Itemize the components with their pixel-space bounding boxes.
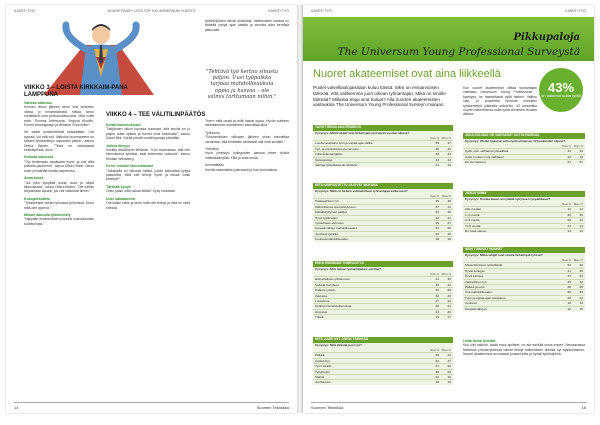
- row-value: 15: [447, 380, 451, 385]
- row-value: 33: [447, 293, 451, 298]
- row-label: Hyvä esimies: [465, 274, 484, 279]
- survey-table: [463, 247, 585, 311]
- row-value: 30: [579, 290, 583, 295]
- row-value: 12: [567, 306, 571, 311]
- column-header: Mies %: [573, 144, 583, 149]
- running-head-left: ILMIÖT/ TYÖ: [311, 9, 332, 13]
- column-header: Nais %: [562, 258, 571, 263]
- row-value: 56: [435, 141, 439, 146]
- row-label: Työn ja vapaa-ajan tasapaino: [465, 295, 506, 300]
- row-label: Työsuhteen varmuus: [315, 221, 344, 226]
- row-value: 30: [435, 293, 439, 298]
- subheading: Tärkeää kysyä: [106, 184, 131, 189]
- row-value: 10: [579, 154, 583, 159]
- table-row: [313, 231, 453, 236]
- row-value: 57: [579, 160, 583, 165]
- bottom-text-block: [463, 339, 585, 357]
- row-value: 14: [579, 223, 583, 228]
- page-number: 14: [14, 405, 19, 410]
- table-row: [463, 284, 585, 289]
- table-row: [463, 154, 585, 159]
- row-label: Joustavuus: [315, 380, 331, 385]
- table-title: NÄIN TOIMIVAT NUORET: [463, 247, 585, 253]
- subheading: Milloin aamulla työskentely: [24, 212, 71, 217]
- row-value: 38: [435, 146, 439, 151]
- table-title: JÄÄDÄ KIINNI: [463, 191, 585, 197]
- row-value: 22: [447, 157, 451, 162]
- column-header: Nais %: [430, 136, 439, 141]
- pull-quote: "Tehtävä työ kertoo sinusta paljon. Uusi työpaikka tarjoaa mahdollisuuksia oppia ja kasvaa – ole valmis tarttumaan niihin.": [206, 69, 279, 100]
- row-label: Hyvät kollegat: [465, 268, 485, 273]
- table-row: [313, 314, 453, 319]
- paragraph: "Jokaisella on viikossa hetkiä, jolloin kannattaa kysyä palautetta. Mitä olet tehnyt hyvin ja missä voisit kehittyä?": [106, 168, 190, 182]
- table-question: Kysymys: Kuinka kauan aiot jäädä nykyiseen työpaikkaasi?: [465, 196, 551, 201]
- row-label: Palaute työstä: [315, 288, 335, 293]
- row-value: 25: [567, 295, 571, 300]
- table-row: [313, 236, 453, 241]
- row-label: Esimerkillinen johtaminen: [315, 277, 351, 282]
- table-row: [313, 225, 453, 230]
- side-text: Kun nuoret akateemiset viittaa työnantajan valintaan Universum Young Professional -kyselyyn, he haasteltavat kyllä hetken. Valtion vain 14 prosenttia nuorista mieluiten työskentelyä julkisella sektorilla. 43 prosenttia nuoren hakeneensa uutta työtä viimeisen vuoden aikana.: [463, 86, 537, 117]
- table-row: [463, 148, 585, 153]
- table-row: [313, 293, 453, 298]
- row-label: Urakehitys: [315, 358, 330, 363]
- table-row: [313, 303, 453, 308]
- row-value: 36: [579, 285, 583, 290]
- bottom-body: Kun olet tutkinut, lisätä muut ajoitteet, ne ala merkitä sinua ennen. Seuraavassa tärkeissä ymmärryksessä haluat tietoja tutkimuksen ollessa nyt ajankohtainen. Nuoret akateemiset arvostavat joustavuutta ja hyvää työilmapiiriä.: [463, 343, 585, 357]
- subheading: Kerää kokemuksiasi: [106, 123, 141, 127]
- table-title: MITÄ KERROSTETTU JA EIVÄT MUKANA: [313, 183, 453, 189]
- table-row: [313, 215, 453, 220]
- row-label: En ole hakenut: [465, 160, 486, 165]
- table-row: [313, 151, 453, 156]
- subheading: Valoisa vaikutus: [24, 101, 52, 105]
- row-label: Tulla asiantuntijaksi: [315, 152, 342, 157]
- row-value: 27: [447, 221, 451, 226]
- subheading: Työnkuva: [205, 130, 220, 135]
- survey-table: [313, 337, 453, 385]
- table-question: Kysymys: Mitä haluat työnantajaltasi odottaa?: [315, 266, 382, 271]
- row-value: 48: [447, 199, 451, 204]
- row-value: 47: [447, 141, 451, 146]
- row-value: 23: [447, 369, 451, 374]
- row-label: Arvostus: [315, 309, 328, 314]
- right-page: [303, 5, 594, 413]
- row-value: 24: [447, 299, 451, 304]
- row-value: 20: [435, 231, 439, 236]
- row-value: 41: [567, 268, 571, 273]
- row-label: Verkostoitua: [315, 157, 333, 162]
- column-header: Nais %: [562, 202, 571, 207]
- paragraph: "Opi tuntemaan asiakkaita hyvin, ja voit niitä palvella paremmin", sanoo Eileen Wein. Sinun tulee ymmärtää heidän tarpeensa.: [24, 159, 94, 173]
- row-value: 40: [447, 210, 451, 215]
- row-label: Ura-mahdollisuudet: [465, 290, 492, 295]
- row-value: 32: [579, 279, 583, 284]
- table-row: [463, 159, 585, 164]
- table-title: JOKA KOLMAS ON VAIHTANUT UUTTA PAIKKAA: [463, 133, 585, 139]
- week4-heading: VIIKKO 4 – TEE VÄLITILINPÄÄTÖS: [106, 112, 206, 118]
- column-header: Nais %: [430, 272, 439, 277]
- row-value: 22: [435, 375, 439, 380]
- row-value: 41: [435, 277, 439, 282]
- row-value: 18: [435, 380, 439, 385]
- row-value: 28: [447, 288, 451, 293]
- row-label: Kyllä, olen vaihtanut työpaikkaa: [465, 149, 509, 154]
- column-header: Mies %: [441, 194, 451, 199]
- row-value: 19: [447, 375, 451, 380]
- column-header: Mies %: [573, 202, 583, 207]
- row-value: 12: [567, 154, 571, 159]
- table-row: [463, 223, 585, 228]
- row-value: 25: [435, 304, 439, 309]
- table-row: [313, 358, 453, 363]
- row-label: 3–5 vuotta: [465, 218, 480, 223]
- subheading: Julkea ilkeyys: [106, 143, 131, 148]
- row-value: 35: [435, 282, 439, 287]
- row-value: 12: [579, 207, 583, 212]
- row-label: Mielenkiintoiset työtehtävät: [465, 263, 503, 268]
- table-question: Kysymys: Oletko hakenut uutta työtä viimeisen 12 kuukauden aikana?: [465, 138, 566, 143]
- row-value: 19: [435, 315, 439, 320]
- paragraph: He kaikki työskentelivät seisaaltaan. Ura syyssä. Voi että voit. Vaikutus huomaamme on seisten työskentelyn nopeuden päiviä – sanoo Debra Baxter, "Tiheä ne vahvistavat keskittymistä, aivot...": [24, 130, 94, 153]
- row-value: 14: [567, 207, 571, 212]
- row-label: Vastuuta: [315, 293, 327, 298]
- publication-name: Suomen Tekniikka: [311, 405, 344, 410]
- publication-name: Suomen Tekniikka: [256, 405, 289, 410]
- row-label: Yli 5 vuotta: [465, 223, 481, 228]
- table-question: Kysymys: Mitkä tekijät ovat sinulle tärkeimpiä työssä?: [465, 252, 543, 257]
- table-row: [313, 352, 453, 357]
- survey-table: [463, 191, 585, 233]
- row-value: 42: [447, 146, 451, 151]
- row-label: Selkeät tavoitteet: [315, 282, 339, 287]
- article-lead: Puolet valvelliaolojaisitaan kuluu töissä. Siksi on ensiarvioisen tärkeää, että valitsemme juuri oikean työnantajan. Mikä on sinulle tärkeää? Millaisia etuja sinä haluat? Alla nuorten akateemisten vastauksia The Universum Young Professional Surveyn mukaan.: [313, 85, 446, 108]
- table-row: [463, 273, 585, 278]
- running-head: [311, 9, 586, 16]
- row-value: 33: [579, 149, 583, 154]
- bottom-subheading: Lisää tietoa työstäsi: [463, 339, 496, 343]
- paragraph: Ota kaikki esille ja kerro mitä olet tehnyt ja mitä on vielä edessä.: [106, 201, 190, 210]
- row-label: Vastuullinen työ: [465, 279, 487, 284]
- subheading: Yhteistyö: [205, 147, 219, 152]
- table-row: [463, 262, 585, 267]
- running-head-right: ILMIÖT/ TYÖ: [565, 9, 586, 13]
- column-header: Nais %: [562, 144, 571, 149]
- table-question: Kysymys: Mitä tärkeää juuri nyt?: [315, 342, 362, 347]
- paragraph: Kolmen viikon jälkeen sinun olisi kuitenkin oltava jo ensimmäisellä mittaa sinun merkittävä oma persoonallisuutesi. Mitä voisit esim. Thomas Jeffersonin, Virginia Woolfin, Ernest Hemingwayn ja Winston Churchillin?: [24, 105, 94, 128]
- table-row: [463, 212, 585, 217]
- running-head-right: ILMIÖT/ TYÖ: [268, 9, 289, 13]
- page-footer: [311, 402, 586, 410]
- row-value: 54: [567, 263, 571, 268]
- row-value: 28: [567, 285, 571, 290]
- row-value: 29: [447, 364, 451, 369]
- row-value: 18: [447, 231, 451, 236]
- table-row: [313, 204, 453, 209]
- row-label: Joustava työaika: [315, 231, 339, 236]
- row-value: 57: [567, 160, 571, 165]
- subheading: Uusi näköalueesi: [106, 196, 136, 201]
- week3-heading: VIIKKO 3 – LOISTA KIRKKAIM-PANA LAMPPUNA: [24, 85, 128, 98]
- paragraph: Keskity tärkeimpiin tehtäviin. "Kun huomataan, että olet kiinnostunut työstäsi, saat enemmän vastuuta", sanoo Kristian Wessberg.: [106, 148, 190, 161]
- table-row: [313, 363, 453, 368]
- paragraph: Hyvä yhteistyö kollegoiden kanssa tekee työstä mielekkäämpää. Kiitä ja auta muita.: [205, 151, 289, 160]
- row-value: 16: [447, 237, 451, 242]
- table-row: [313, 209, 453, 214]
- row-value: 42: [435, 215, 439, 220]
- subheading: Ammattitaito: [205, 163, 224, 168]
- survey-table: [463, 133, 585, 165]
- row-value: 16: [567, 301, 571, 306]
- row-value: 30: [567, 279, 571, 284]
- row-value: 37: [435, 204, 439, 209]
- row-value: 22: [579, 295, 583, 300]
- row-label: Alle vuoden: [465, 207, 482, 212]
- row-value: 26: [567, 290, 571, 295]
- banner-subtitle: The Universum Young Professional Surveystä: [337, 46, 580, 58]
- left-page: [6, 5, 297, 413]
- row-value: 28: [435, 369, 439, 374]
- row-value: 33: [435, 210, 439, 215]
- row-label: Työ- ja ura-asioissa eteneminen: [315, 146, 359, 151]
- survey-table: [313, 261, 453, 320]
- row-value: 18: [435, 237, 439, 242]
- table-question: Kysymys: Mitkä tekijät ovat tärkeimpiä seuraavan vuoden aikana?: [315, 130, 410, 135]
- table-row: [463, 289, 585, 294]
- table-row: [463, 268, 585, 273]
- row-value: 20: [447, 309, 451, 314]
- subheading: Kokopiirkuttelu: [24, 196, 51, 201]
- table-row: [463, 300, 585, 305]
- table-row: [463, 295, 585, 300]
- left-column-3-intro: työntekijöiden selvisi otsikoista. Vaatimusten kanssa on tärkeää pysyä ajan tasalla ja seurata alan trendejä jatkuvasti.: [205, 19, 289, 32]
- column-header: Mies %: [441, 348, 451, 353]
- survey-table: [313, 125, 453, 167]
- row-label: Tukea: [315, 315, 324, 320]
- row-label: Koulutus: [465, 301, 478, 306]
- page-number: 15: [581, 405, 586, 410]
- table-title: MITÄ JUURI NYT ONKIN TÄRKEÄÄ: [313, 337, 453, 343]
- table-row: [313, 162, 453, 167]
- table-row: [313, 198, 453, 203]
- row-value: 41: [447, 204, 451, 209]
- row-value: 38: [435, 353, 439, 358]
- table-question: Kysymys: Mikä on tärkein valintakriteeri työnantajaa valitessasi?: [315, 188, 408, 193]
- running-head: [14, 9, 289, 16]
- row-value: 21: [447, 304, 451, 309]
- table-row: [463, 228, 585, 233]
- paragraph: Kehitä osaamistasi jatkuvasti ja hae koulutuksia.: [205, 167, 278, 172]
- row-label: Vaihtaa työpaikkaa tai tehtäviä: [315, 163, 357, 168]
- column-header: Mies %: [441, 272, 451, 277]
- row-value: 13: [579, 229, 583, 234]
- row-value: 22: [435, 226, 439, 231]
- row-value: 24: [435, 157, 439, 162]
- row-value: 33: [579, 274, 583, 279]
- paragraph: "Ensimmäisten viikkojen jälkeen sinun kannattaa varmistaa, että tehtäväsi vastaavat sitä mitä sovittiin.": [205, 135, 289, 144]
- row-value: 15: [579, 306, 583, 311]
- table-title: EHKÄ ENEMMÄN TOIMIVUUTTA: [313, 261, 453, 267]
- row-value: 28: [567, 218, 571, 223]
- row-label: Luoda tasapaino työn ja vapaa-ajan välille: [315, 141, 373, 146]
- row-label: En osaa sanoa: [465, 229, 486, 234]
- left-column-2: [106, 123, 190, 393]
- table-row: [313, 309, 453, 314]
- row-value: 32: [567, 212, 571, 217]
- row-label: Kansainväliset mahdollisuudet: [315, 226, 357, 231]
- article-headline: Nuoret akateemiset ovat aina liikkeellä: [313, 68, 501, 80]
- row-label: Kansainvälisyys: [465, 306, 488, 311]
- running-head-left: ILMIÖT/ TYÖ: [14, 9, 35, 13]
- row-label: Haasteellinen työ: [315, 199, 339, 204]
- row-value: 27: [435, 299, 439, 304]
- table-row: [313, 282, 453, 287]
- table-row: [463, 217, 585, 222]
- row-value: 30: [579, 212, 583, 217]
- paragraph: Onko jotain mitä haluat tietää? Kysy rohkeasti.: [106, 189, 176, 194]
- row-value: 14: [579, 301, 583, 306]
- paragraph: "Jos joku kysyttää sinua, auta ja näytä kiinnostusta", sanoo Debra Baxter. "Ole valmis tarjoamaan apuasi, jos voit vaikuttaa tiimiin.": [24, 180, 94, 194]
- row-value: 19: [447, 163, 451, 168]
- row-value: 12: [567, 223, 571, 228]
- badge-caption: on hakenut uutta työtä: [541, 93, 581, 99]
- left-column-1: [24, 101, 94, 391]
- table-row: [313, 276, 453, 281]
- row-label: Mahdollisuus ura-kehitykseen: [315, 204, 356, 209]
- row-value: 31: [567, 149, 571, 154]
- row-label: Kehittymismahdollisuuksia: [315, 304, 352, 309]
- row-label: Hyvä työilmapiiri: [315, 215, 338, 220]
- row-value: 49: [579, 263, 583, 268]
- row-label: Palkka: [315, 353, 325, 358]
- row-label: Kyllä, mutta en ole vaihtanut: [465, 154, 504, 159]
- column-header: Nais %: [430, 348, 439, 353]
- row-value: 29: [435, 221, 439, 226]
- table-row: [313, 146, 453, 151]
- row-value: 21: [435, 163, 439, 168]
- survey-table: [313, 183, 453, 242]
- running-head-center: NOUSE PÄÄSY LISTA TOP 100 UNIVERSUM-YLEISTÖ: [107, 9, 196, 13]
- subheading: Kerro minulle kiinnostavasi: [106, 164, 153, 169]
- table-row: [463, 306, 585, 311]
- row-label: Kilpailukykyinen palkka: [315, 210, 347, 215]
- row-value: 34: [447, 282, 451, 287]
- row-value: 37: [567, 274, 571, 279]
- table-row: [313, 287, 453, 292]
- row-label: 1–2 vuotta: [465, 212, 480, 217]
- table-row: [313, 379, 453, 384]
- column-header: Mies %: [573, 258, 583, 263]
- table-row: [313, 220, 453, 225]
- column-header: Mies %: [441, 136, 451, 141]
- paragraph: "Kerro mitä osaat ja mitä haluat oppia. Hyvän suhteen rakentaminen esimieheen kannattaa aina.": [205, 119, 289, 128]
- row-value: 23: [435, 309, 439, 314]
- row-label: Sijainti: [315, 375, 325, 380]
- banner-title: Pikkupaloja: [513, 32, 580, 43]
- row-label: Palkka ja edut: [465, 285, 485, 290]
- row-value: 31: [579, 218, 583, 223]
- subheading: Huiluna saisussa: [24, 155, 54, 160]
- row-value: 36: [447, 277, 451, 282]
- row-label: Työyhteisö: [315, 369, 330, 374]
- row-value: 34: [435, 358, 439, 363]
- table-row: [313, 157, 453, 162]
- statistic-badge: [539, 68, 583, 112]
- table-row: [313, 374, 453, 379]
- subheading: Anna tukea: [24, 176, 44, 181]
- row-value: 30: [435, 152, 439, 157]
- row-value: 14: [567, 229, 571, 234]
- page-footer: [14, 402, 289, 410]
- paragraph: "Työskentele vähän ryhmissä ja tiimissä. Kerro mitä olet oppinut.": [24, 201, 94, 210]
- row-label: Luottamus: [315, 299, 330, 304]
- row-value: 37: [447, 358, 451, 363]
- table-row: [313, 140, 453, 145]
- table-row: [313, 369, 453, 374]
- row-label: Työn sisältö: [315, 364, 332, 369]
- column-header: Nais %: [430, 194, 439, 199]
- row-label: Koulutusmahdollisuudet: [315, 237, 348, 242]
- badge-value: 43%: [547, 80, 575, 96]
- row-value: 44: [447, 353, 451, 358]
- row-value: 34: [447, 152, 451, 157]
- table-title: TAVOITTEENA AKATEEMIKOS: [313, 125, 453, 131]
- table-row: [463, 206, 585, 211]
- row-value: 32: [435, 288, 439, 293]
- row-value: 17: [447, 315, 451, 320]
- table-row: [313, 298, 453, 303]
- paragraph: "Neljännen viikon lopussa huomaat, että sinulla on jo paljon uutta opittua ja tunnet olosi kotoisaksi", sanoo David Birk. Kerää pieniä muistiinpanoja päivittäin.: [106, 127, 190, 141]
- row-value: 45: [435, 199, 439, 204]
- title-banner: [303, 17, 594, 61]
- row-value: 31: [447, 215, 451, 220]
- row-value: 35: [579, 268, 583, 273]
- left-column-3: [205, 119, 289, 391]
- row-value: 31: [435, 364, 439, 369]
- table-row: [463, 279, 585, 284]
- paragraph: "Nykyään ensimmäiset työtunnit ovat aamuisin tuottavimpia.": [24, 217, 94, 226]
- row-value: 25: [447, 226, 451, 231]
